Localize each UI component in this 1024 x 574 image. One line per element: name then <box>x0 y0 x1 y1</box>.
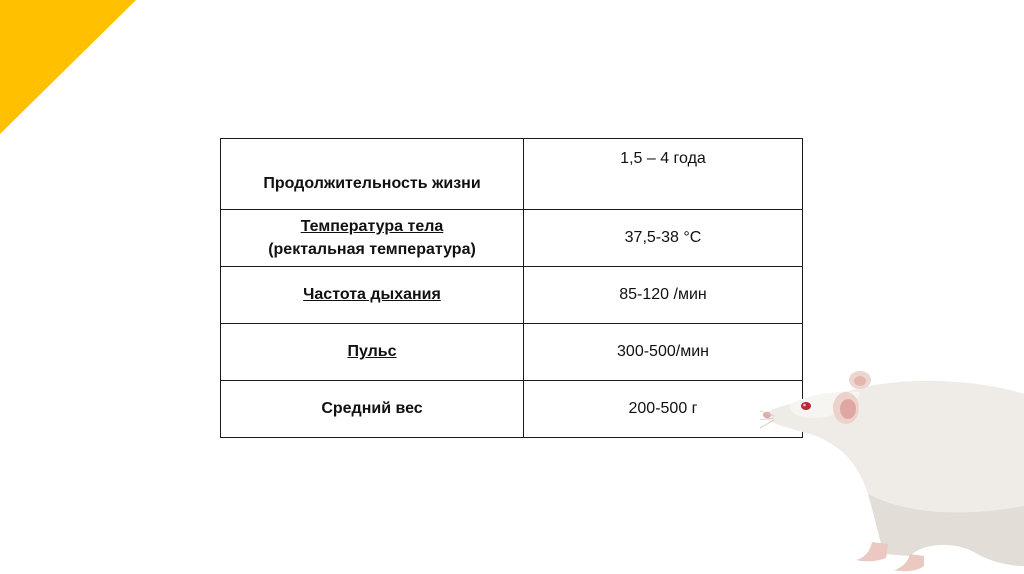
row-value-respiration-rate: 85-120 /мин <box>524 267 803 324</box>
row-value-body-temperature: 37,5-38 °С <box>524 210 803 267</box>
row-value-average-weight: 200-500 г <box>524 381 803 438</box>
row-value-pulse: 300-500/мин <box>524 324 803 381</box>
yellow-corner-decoration <box>0 0 140 140</box>
table-row <box>221 381 803 438</box>
table-row <box>221 210 803 267</box>
row-label-body-temperature <box>221 210 524 267</box>
table-row <box>221 324 803 381</box>
row-label-average-weight: Средний вес <box>221 381 524 438</box>
label-line-secondary: (ректальная температура) <box>268 241 476 258</box>
label-line-main: Температура тела <box>300 217 444 235</box>
row-label-respiration-rate: Частота дыхания <box>221 267 524 324</box>
white-rat-image <box>760 366 1024 574</box>
rat-physiology-table <box>220 138 803 438</box>
row-value-lifespan: 1,5 – 4 года <box>524 139 803 210</box>
row-label-lifespan: Продолжительность жизни <box>221 139 524 210</box>
row-label-pulse: Пульс <box>221 324 524 381</box>
table-row <box>221 139 803 210</box>
table-row <box>221 267 803 324</box>
